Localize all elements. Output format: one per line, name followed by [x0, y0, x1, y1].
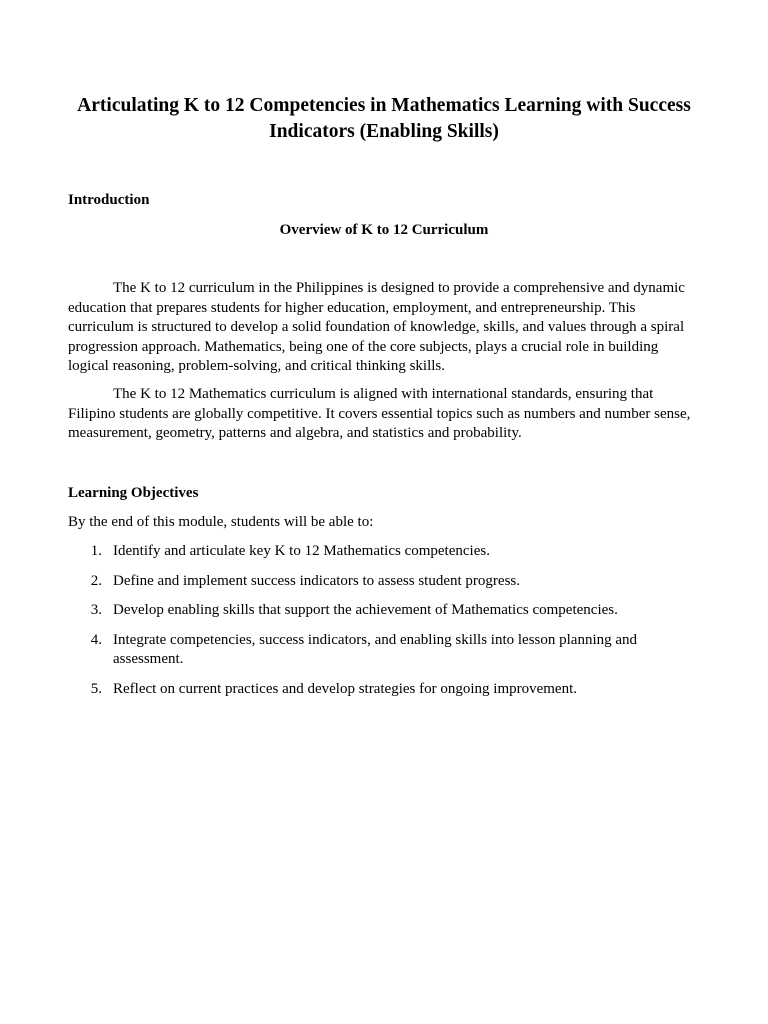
list-item-text: Define and implement success indicators to assess student progress.: [113, 572, 520, 589]
list-number: 3.: [90, 602, 102, 618]
list-item-text: Identify and articulate key K to 12 Mathematics competencies.: [113, 543, 490, 559]
paragraph: The K to 12 curriculum in the Philippines is designed to provide a comprehensive and dynamic education that prepares students for higher education, employment, and entrepreneurship. This curriculum is structured to develop a solid foundation of knowledge, skills, and values through a spiral progression approach. Mathematics, being one of the core subjects, plays a crucial role in building logical reasoning, problem-solving, and critical thinking skills.: [68, 280, 685, 374]
list-number: 1.: [90, 543, 102, 559]
document-title: Articulating K to 12 Competencies in Mathematics Learning with Success Indicators (Enabling Skills): [77, 95, 691, 142]
objectives-list: [68, 542, 700, 709]
list-item: [68, 601, 700, 621]
list-number: 2.: [90, 572, 102, 589]
introduction-heading: Introduction: [68, 192, 150, 208]
list-item: [68, 572, 700, 592]
overview-heading: Overview of K to 12 Curriculum: [279, 222, 489, 238]
learning-objectives-heading: Learning Objectives: [68, 485, 199, 501]
paragraph: The K to 12 Mathematics curriculum is aligned with international standards, ensuring that Filipino students are globally competitive. It covers essential topics such as numbers and number sense, measurement, geometry, patterns and algebra, and statistics and probability.: [68, 386, 691, 441]
list-item: [68, 631, 700, 670]
list-number: 5.: [90, 680, 102, 697]
list-item: [68, 680, 700, 700]
list-item-text: Develop enabling skills that support the achievement of Mathematics competencies.: [113, 602, 618, 618]
list-number: 4.: [90, 631, 102, 648]
list-item: [68, 542, 700, 562]
objectives-intro: By the end of this module, students will be able to:: [68, 514, 374, 530]
list-item-text: Reflect on current practices and develop strategies for ongoing improvement.: [113, 680, 578, 697]
list-item-text: Integrate competencies, success indicators, and enabling skills into lesson planning and assessment.: [113, 631, 638, 667]
